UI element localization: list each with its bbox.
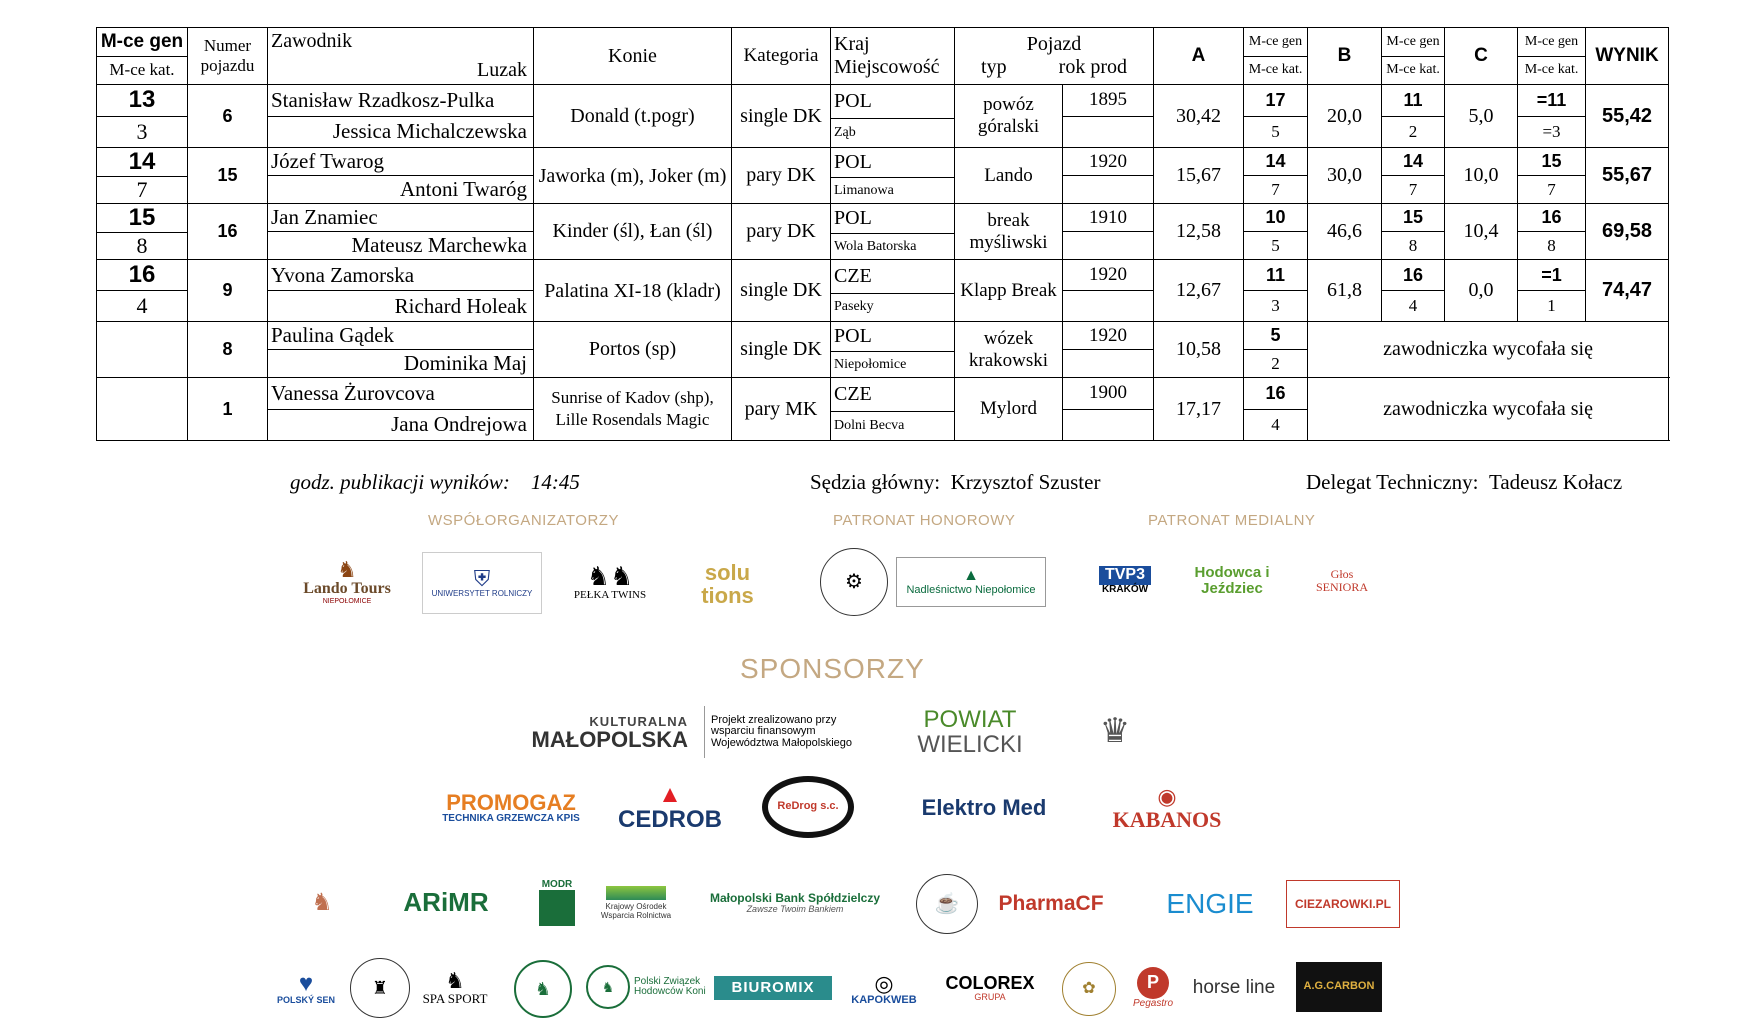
kabanos-emblem-icon: ◉ — [1157, 783, 1177, 809]
vehicle-number: 9 — [222, 280, 233, 300]
vehicle-type-1: Klapp Break — [960, 279, 1057, 301]
powiat-wielicki-logo — [890, 705, 1050, 759]
rank-kat: 8 — [136, 233, 148, 258]
driver-name: Józef Twarog — [271, 149, 385, 173]
pegastro-logo — [1124, 958, 1182, 1018]
vehicle-type-2: góralski — [977, 116, 1040, 137]
kabanos-text: KABANOS — [1112, 807, 1222, 832]
header-gen: M-ce gen — [100, 30, 184, 52]
header-rok: rok prod — [1058, 56, 1127, 78]
score-c: 10,4 — [1445, 204, 1518, 260]
driver-name: Stanisław Rzadkosz-Pulka — [271, 87, 495, 112]
header-kraj: Kraj — [834, 33, 870, 55]
driver-name: Vanessa Żurovcova — [271, 380, 435, 405]
header-zawodnik: Zawodnik — [271, 30, 353, 52]
lando-tours-logo — [292, 552, 402, 612]
country: POL — [831, 85, 954, 119]
honorary-patronage-title: PATRONAT HONOROWY — [833, 512, 1016, 529]
score-b: 20,0 — [1308, 85, 1382, 148]
score-b-kat: 4 — [1408, 296, 1418, 315]
kabanos-logo — [1100, 778, 1234, 838]
horses: Palatina XI-18 (kladr) — [534, 260, 732, 322]
driver-name: Jan Znamiec — [271, 205, 378, 229]
town: Ząb — [834, 125, 856, 141]
vehicle-type-2: krakowski — [968, 349, 1049, 371]
production-year: 1900 — [1063, 378, 1153, 410]
table-row — [97, 204, 1669, 260]
modr-logo — [532, 872, 582, 934]
horses: Jaworka (m), Joker (m) — [534, 148, 732, 204]
score-a: 15,67 — [1154, 148, 1244, 204]
town: Limanowa — [834, 182, 894, 198]
score-c-kat: 7 — [1547, 179, 1556, 199]
colorex-text: COLOREX — [945, 972, 1035, 993]
vehicle-type-1: break — [987, 209, 1030, 231]
delegate-name: Tadeusz Kołacz — [1488, 470, 1623, 494]
publication-value: 14:45 — [530, 470, 580, 494]
pharmacf-logo: PharmaCF — [998, 891, 1104, 915]
category: single DK — [732, 85, 831, 148]
bakery-seal-icon: ✿ — [1062, 962, 1116, 1016]
header-b-kat: M-ce kat. — [1386, 62, 1440, 78]
score-c-gen: =1 — [1541, 264, 1562, 285]
colorex-sub: GRUPA — [974, 991, 1006, 1002]
table-row — [97, 85, 1669, 148]
vehicle-type-1: powóz — [983, 94, 1034, 115]
country: POL — [831, 322, 954, 352]
cedrob-logo — [612, 776, 728, 838]
malopolska-logo — [488, 710, 688, 756]
country: CZE — [831, 260, 954, 294]
rank-gen: 13 — [128, 86, 156, 114]
promogaz-logo — [436, 782, 586, 834]
cukiernia-logo-icon: ☕ — [916, 874, 978, 934]
groom-name: Mateusz Marchewka — [351, 233, 527, 257]
score-c-kat: 1 — [1547, 296, 1556, 315]
score-a-gen: 5 — [1270, 325, 1281, 345]
pzhk-logo — [586, 962, 706, 1012]
header-a-kat: M-ce kat. — [1248, 62, 1303, 78]
polsky-sen-logo — [274, 958, 338, 1018]
category: pary DK — [732, 204, 831, 260]
kowr-text: Krajowy Ośrodek Wsparcia Rolnictwa — [600, 902, 672, 920]
score-a: 30,42 — [1154, 85, 1244, 148]
sponsors-title: SPONSORZY — [740, 653, 925, 684]
groom-name: Jana Ondrejowa — [391, 412, 527, 437]
score-c-kat: 8 — [1547, 235, 1556, 255]
kulturalna-text: KULTURALNA — [589, 713, 688, 729]
engie-logo: ENGIE — [1166, 888, 1254, 920]
score-b-gen: 16 — [1403, 264, 1424, 285]
redrog-logo: ReDrog s.c. — [762, 776, 854, 838]
header-c-kat: M-ce kat. — [1524, 62, 1579, 78]
town: Niepołomice — [834, 356, 907, 372]
malopolska-text: MAŁOPOLSKA — [531, 727, 688, 753]
score-b: 30,0 — [1308, 148, 1382, 204]
powiat-text: POWIAT — [923, 705, 1017, 733]
wielicki-text: WIELICKI — [917, 731, 1023, 758]
vehicle-number: 15 — [217, 165, 238, 185]
rank-kat: 7 — [136, 177, 148, 202]
production-year: 1920 — [1063, 260, 1153, 291]
tree-icon: ▲ — [963, 566, 979, 584]
nadlesnictwo-name: Nadleśnictwo Niepołomice — [906, 583, 1036, 596]
publication-time — [290, 470, 580, 495]
kowr-emblem-icon — [606, 886, 666, 900]
header-kat: M-ce kat. — [109, 60, 175, 80]
institute-seal-icon: ⚙ — [820, 548, 888, 616]
pzhk-text: Polski Związek Hodowców Koni — [634, 975, 706, 997]
ur-logo — [422, 552, 542, 614]
score-b-kat: 7 — [1408, 179, 1418, 199]
horseline-logo: horse line — [1192, 977, 1276, 999]
head-judge — [810, 470, 1100, 495]
total-result: 69,58 — [1601, 220, 1653, 242]
vehicle-type-1: Mylord — [980, 398, 1037, 419]
tvp3-logo — [1093, 560, 1157, 602]
vehicle-number: 6 — [222, 105, 233, 126]
horse-foundation-icon: ♞ — [311, 889, 333, 917]
judge-label: Sędzia główny: — [810, 470, 941, 494]
score-a-kat: 7 — [1271, 179, 1280, 199]
promogaz-text: PROMOGAZ — [446, 790, 576, 816]
withdrawn-note: zawodniczka wycofała się — [1308, 378, 1669, 441]
header-a: A — [1191, 45, 1206, 66]
score-c-gen: 16 — [1541, 207, 1562, 227]
modr-emblem-icon — [539, 890, 575, 926]
production-year: 1920 — [1063, 148, 1153, 176]
horses: Portos (sp) — [534, 322, 732, 378]
header-miejscowosc: Miejscowość — [834, 56, 940, 78]
vehicle-number: 8 — [222, 339, 233, 359]
horse-head-icon: ♞ — [445, 967, 465, 993]
rank-gen: 14 — [128, 148, 156, 175]
polsky-text: POLSKÝ SEN — [276, 994, 335, 1005]
town: Paseky — [834, 299, 874, 315]
delegate-label: Delegat Techniczny: — [1306, 470, 1479, 494]
vehicle-number: 16 — [217, 221, 238, 241]
spa-sport-text: SPA SPORT — [422, 990, 488, 1006]
score-c-gen: =11 — [1536, 89, 1567, 110]
score-a: 17,17 — [1154, 378, 1244, 441]
score-a-gen: 16 — [1265, 382, 1286, 403]
total-result: 55,67 — [1601, 164, 1653, 186]
horses: Kinder (śl), Łan (śl) — [534, 204, 732, 260]
production-year: 1910 — [1063, 204, 1153, 232]
vehicle-type-1: Lando — [984, 164, 1033, 186]
score-a-kat: 5 — [1271, 235, 1280, 255]
glos-seniora-logo: Głos SENIORA — [1315, 567, 1368, 594]
header-numer-2: pojazdu — [200, 56, 255, 75]
salt-mine-crest-icon: ♛ — [1099, 712, 1131, 751]
tvp-name: TVP3 — [1099, 566, 1151, 585]
category: pary DK — [732, 148, 831, 204]
header-luzak: Luzak — [477, 59, 527, 81]
project-note: Projekt zrealizowano przy wsparciu finansowym Województwa Małopolskiego — [704, 706, 869, 758]
score-b: 61,8 — [1308, 260, 1382, 322]
table-row — [97, 260, 1669, 322]
rank-kat: 3 — [136, 118, 148, 144]
coach-icon: ♞♞ — [586, 560, 634, 591]
solutions-logo: solu tions — [701, 559, 754, 608]
score-b-gen: 14 — [1403, 151, 1424, 171]
arimr-logo: ARiMR — [403, 887, 489, 918]
score-a-kat: 4 — [1271, 414, 1280, 434]
crest-icon: ⛨ — [473, 566, 491, 592]
header-typ: typ — [981, 56, 1007, 78]
header-pojazd: Pojazd — [1026, 33, 1082, 55]
media-patronage-title: PATRONAT MEDIALNY — [1148, 512, 1316, 529]
score-a-kat: 5 — [1271, 121, 1280, 141]
rank-gen: 16 — [128, 261, 156, 288]
score-b-gen: 15 — [1403, 207, 1424, 227]
groom-name: Antoni Twaróg — [399, 177, 527, 201]
elektromed-logo: Elektro Med — [921, 795, 1047, 821]
score-a-gen: 11 — [1266, 264, 1286, 285]
rank-kat: 4 — [136, 293, 148, 318]
lando-tours-name: Lando Tours — [303, 580, 391, 598]
production-year: 1895 — [1063, 85, 1153, 117]
kapokweb-text: KAPOKWEB — [851, 993, 917, 1006]
kapokweb-logo — [846, 962, 922, 1016]
score-b-kat: 2 — [1408, 121, 1418, 141]
category: single DK — [732, 322, 831, 378]
mbs-text: Małopolski Bank Spółdzielczy — [709, 890, 881, 905]
cedrob-text: CEDROB — [617, 806, 722, 833]
total-result: 55,42 — [1601, 104, 1653, 127]
header-b: B — [1337, 45, 1352, 66]
mbs-sub: Zawsze Twoim Bankiem — [746, 903, 844, 914]
biuromix-logo: BIUROMIX — [714, 976, 832, 1000]
colorex-logo — [934, 970, 1046, 1006]
driver-name: Paulina Gądek — [271, 323, 395, 347]
header-a-gen: M-ce gen — [1248, 33, 1303, 49]
modr-text: MODR — [541, 878, 573, 890]
club-seal-icon: ♞ — [514, 960, 572, 1018]
technical-delegate — [1306, 470, 1622, 495]
score-c: 0,0 — [1445, 260, 1518, 322]
promogaz-sub: TECHNIKA GRZEWCZA KPIS — [442, 813, 580, 825]
header-wynik: WYNIK — [1595, 45, 1659, 66]
score-b: 46,6 — [1308, 204, 1382, 260]
header-numer-1: Numer — [203, 36, 252, 55]
ciezarowki-logo: CIEZAROWKI.PL — [1286, 880, 1400, 928]
score-b-kat: 8 — [1408, 235, 1418, 255]
score-c: 5,0 — [1445, 85, 1518, 148]
horses: Donald (t.pogr) — [534, 85, 732, 148]
score-a-kat: 2 — [1271, 353, 1280, 373]
score-b-gen: 11 — [1403, 89, 1423, 110]
publication-label: godz. publikacji wyników: — [290, 470, 510, 494]
pegastro-emblem-icon: P — [1137, 967, 1169, 999]
category: single DK — [732, 260, 831, 322]
results-table — [96, 27, 1669, 441]
globe-icon: ◎ — [874, 970, 894, 996]
hodowca-logo: Hodowca i Jeździec — [1194, 564, 1270, 597]
score-a-kat: 3 — [1271, 296, 1280, 315]
header-c-gen: M-ce gen — [1524, 33, 1579, 49]
score-c-kat: =3 — [1542, 121, 1561, 141]
table-row — [97, 148, 1669, 204]
production-year: 1920 — [1063, 322, 1153, 350]
country: POL — [831, 148, 954, 178]
horses: Sunrise of Kadov (shp), Lille Rosendals Magic — [534, 378, 732, 441]
pelka-twins-logo — [560, 552, 660, 612]
table-row-withdrawn — [97, 322, 1669, 378]
vehicle-type-2: myśliwski — [969, 231, 1048, 253]
score-a: 10,58 — [1154, 322, 1244, 378]
score-c: 10,0 — [1445, 148, 1518, 204]
lando-tours-sub: NIEPOŁOMICE — [322, 598, 372, 606]
rooster-icon: ▲ — [658, 780, 682, 808]
score-a: 12,58 — [1154, 204, 1244, 260]
mbs-logo — [690, 880, 900, 926]
town: Wola Batorska — [834, 238, 917, 254]
castle-seal-icon: ♜ — [350, 958, 410, 1018]
score-a-gen: 10 — [1265, 207, 1286, 227]
co-organizers-title: WSPÓŁORGANIZATORZY — [428, 512, 619, 529]
country: POL — [831, 204, 954, 234]
score-a-gen: 14 — [1265, 151, 1286, 171]
ur-name: UNIWERSYTET ROLNICZY — [431, 589, 533, 599]
vehicle-number: 1 — [222, 398, 233, 419]
header-konie: Konie — [534, 28, 732, 85]
total-result: 74,47 — [1601, 279, 1653, 301]
country: CZE — [831, 378, 954, 412]
withdrawn-note: zawodniczka wycofała się — [1308, 322, 1669, 378]
pzhk-emblem-icon: ♞ — [586, 965, 630, 1009]
score-a: 12,67 — [1154, 260, 1244, 322]
header-b-gen: M-ce gen — [1386, 33, 1440, 49]
score-a-gen: 17 — [1265, 89, 1286, 110]
driver-name: Yvona Zamorska — [271, 262, 415, 287]
pegastro-text: Pegastro — [1132, 997, 1174, 1009]
agcarbon-logo: A.G.CARBON — [1296, 962, 1382, 1012]
vehicle-type-1: wózek — [983, 327, 1034, 349]
table-row-withdrawn — [97, 378, 1669, 441]
spa-sport-logo — [416, 958, 494, 1016]
heart-shield-icon: ♥ — [298, 969, 314, 997]
judge-name: Krzysztof Szuster — [950, 470, 1101, 494]
town: Dolni Becva — [834, 418, 905, 434]
kowr-logo — [598, 878, 674, 928]
score-c-gen: 15 — [1541, 151, 1562, 171]
header-kategoria: Kategoria — [732, 28, 831, 85]
category: pary MK — [732, 378, 831, 441]
nadlesnictwo-logo — [896, 557, 1046, 607]
carriage-icon: ♞ — [337, 557, 357, 583]
header-row — [97, 28, 1669, 85]
groom-name: Dominika Maj — [403, 351, 527, 375]
header-c: C — [1474, 45, 1488, 66]
groom-name: Jessica Michalczewska — [332, 119, 527, 144]
tvp-sub: KRAKÓW — [1101, 584, 1149, 596]
rank-gen: 15 — [128, 204, 156, 231]
pelka-name: PEŁKA TWINS — [573, 588, 647, 601]
groom-name: Richard Holeak — [394, 293, 527, 318]
